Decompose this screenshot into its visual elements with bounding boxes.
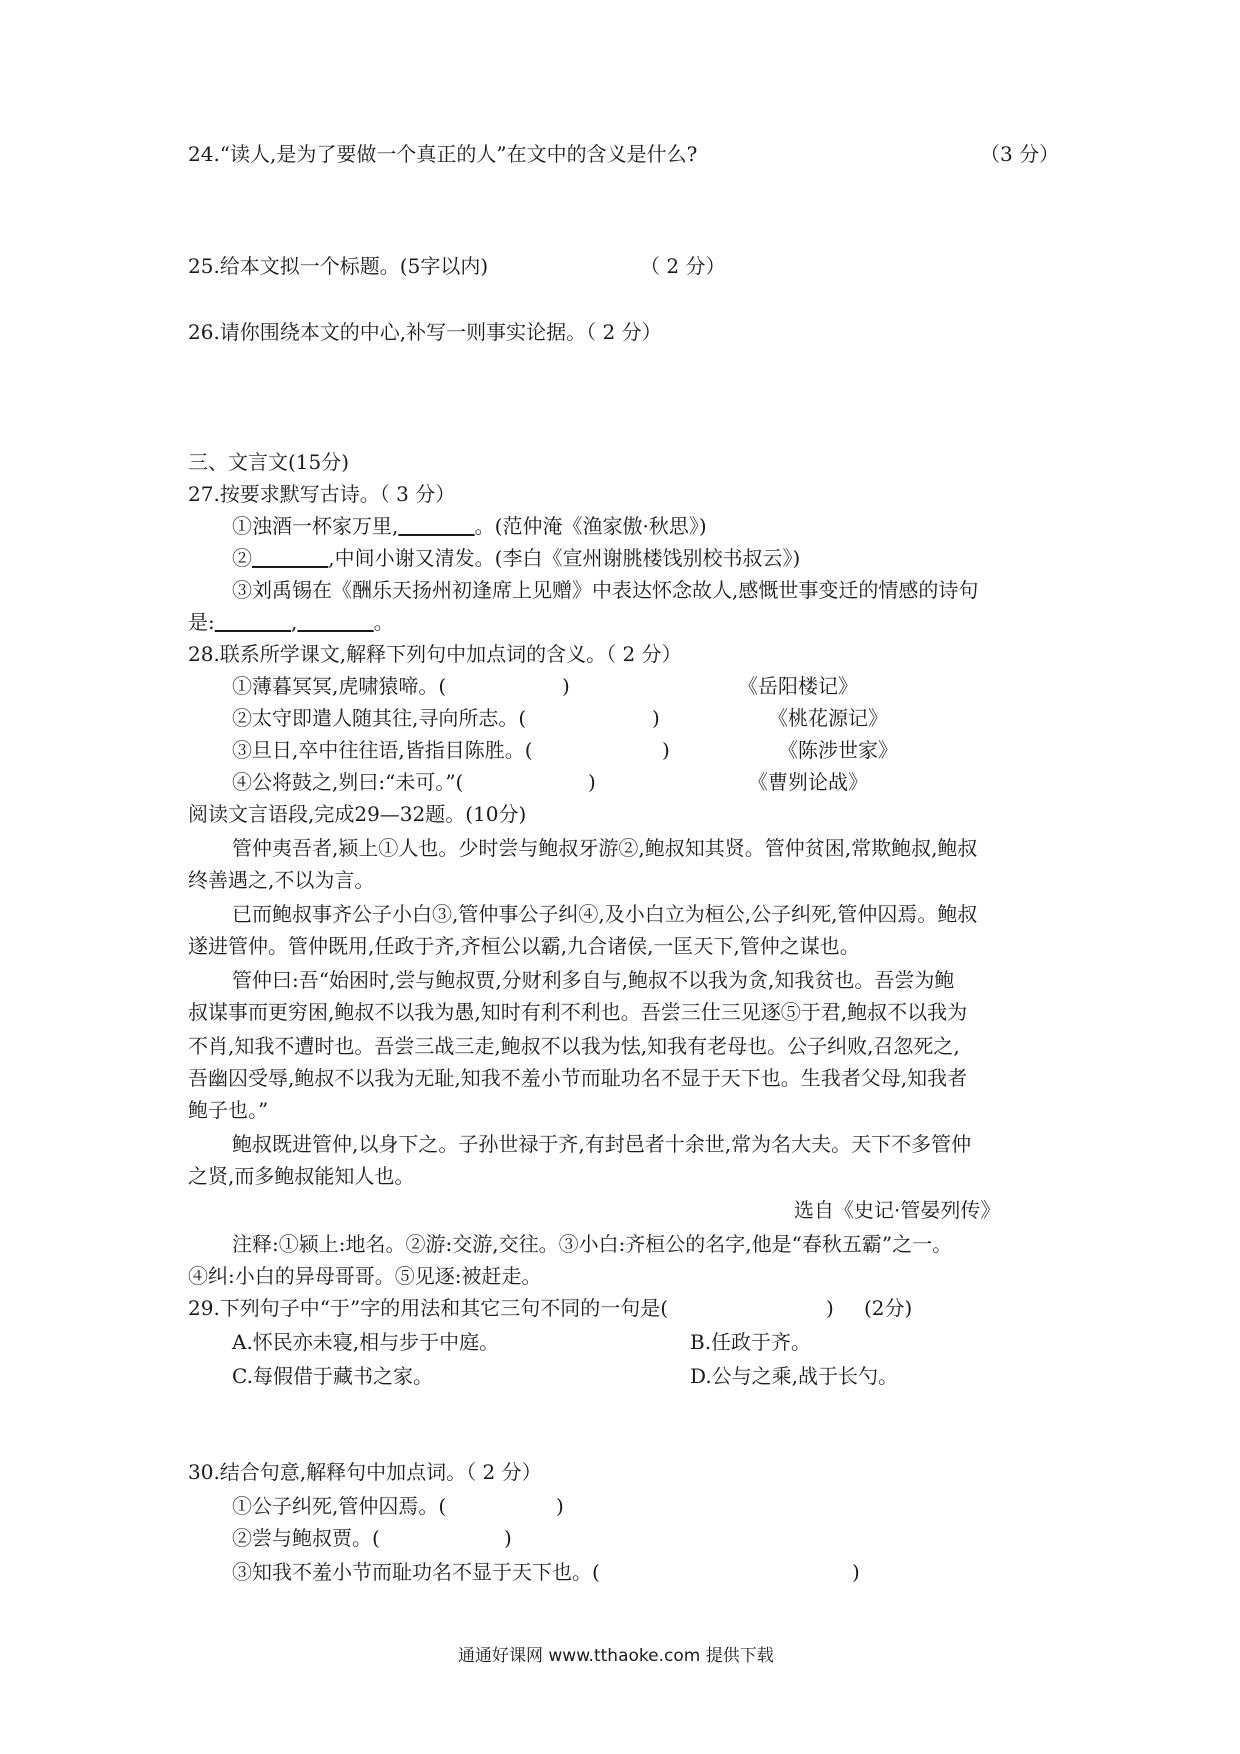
question-28-item-4-source: 《曹刿论战》: [748, 770, 868, 794]
question-28-item-3-end: ): [662, 738, 670, 762]
period: 。: [373, 610, 394, 634]
passage-line: 管仲曰:吾“始困时,尝与鲍叔贾,分财利多自与,鲍叔不以我为贪,知我贫也。吾尝为鲍: [232, 968, 955, 992]
question-30-item-1-end: ): [556, 1494, 564, 1518]
passage-line: 已而鲍叔事齐公子小白③,管仲事公子纠④,及小白立为桓公,公子纠死,管仲囚焉。鲍叔: [232, 902, 978, 926]
question-26: 26.请你围绕本文的中心,补写一则事实论据。（ 2 分）: [188, 320, 662, 344]
passage-line: 鲍叔既进管仲,以身下之。子孙世禄于齐,有封邑者十余世,常为名大夫。天下不多管仲: [232, 1132, 972, 1156]
comma: ,: [291, 610, 298, 634]
question-28-item-2: ②太守即遣人随其往,寻向所志。(: [232, 706, 527, 730]
footer-credit: 通通好课网 www.tthaoke.com 提供下载: [458, 1646, 774, 1666]
answer-prefix: 是:: [188, 610, 215, 634]
question-27-title: 27.按要求默写古诗。（ 3 分）: [188, 482, 456, 506]
question-24-score: （3 分）: [980, 142, 1060, 166]
option-a: A.怀民亦未寝,相与步于中庭。: [232, 1330, 500, 1354]
question-24-text: 24.“读人,是为了要做一个真正的人”在文中的含义是什么?: [188, 142, 698, 166]
question-28-item-1-source: 《岳阳楼记》: [738, 674, 858, 698]
annotation-line: ④纠:小白的异母哥哥。⑤见逐:被赶走。: [188, 1264, 542, 1288]
reading-intro: 阅读文言语段,完成29—32题。(10分): [188, 802, 527, 826]
question-30-item-2-end: ): [504, 1526, 512, 1550]
section-title: 三、文言文(15分): [188, 450, 350, 474]
passage-line: 终善遇之,不以为言。: [188, 868, 375, 892]
poem-line-text: ①浊酒一杯家万里,: [232, 514, 399, 538]
question-25-score: （ 2 分）: [640, 254, 726, 278]
question-29-score: (2分): [864, 1296, 913, 1320]
blank: [215, 610, 291, 634]
blank: [398, 514, 474, 538]
question-27-line-4: [188, 606, 394, 638]
option-b: B.任政于齐。: [690, 1330, 812, 1354]
passage-line: 叔谋事而更穷困,鲍叔不以我为愚,知时有利不利也。吾尝三仕三见逐⑤于君,鲍叔不以我为: [188, 1000, 968, 1024]
poem-source: 。(范仲淹《渔家傲·秋思》): [474, 514, 707, 538]
question-29-title: 29.下列句子中“于”字的用法和其它三句不同的一句是(: [188, 1296, 669, 1320]
question-28-item-2-source: 《桃花源记》: [768, 706, 888, 730]
passage-line: 吾幽囚受辱,鲍叔不以我为无耻,知我不羞小节而耻功名不显于天下也。生我者父母,知我者: [188, 1066, 968, 1090]
question-28-item-3: ③旦日,卒中往往语,皆指目陈胜。(: [232, 738, 533, 762]
passage-line: 管仲夷吾者,颍上①人也。少时尝与鲍叔牙游②,鲍叔知其贤。管仲贫困,常欺鲍叔,鲍叔: [232, 836, 978, 860]
passage-line: 之贤,而多鲍叔能知人也。: [188, 1164, 415, 1188]
passage-line: 不肖,知我不遭时也。吾尝三战三走,鲍叔不以我为怯,知我有老母也。公子纠败,召忽死之,: [188, 1034, 960, 1058]
question-28-item-4-end: ): [588, 770, 596, 794]
question-27-line-3: ③刘禹锡在《酬乐天扬州初逢席上见赠》中表达怀念故人,感慨世事变迁的情感的诗句: [232, 578, 979, 602]
question-30-item-3-end: ): [852, 1560, 860, 1584]
option-c: C.每假借于藏书之家。: [232, 1364, 433, 1388]
question-28-item-1-end: ): [562, 674, 570, 698]
question-25: 25.给本文拟一个标题。(5字以内): [188, 254, 489, 278]
passage-line: 鲍子也。”: [188, 1098, 269, 1122]
option-d: D.公与之乘,战于长勺。: [690, 1364, 899, 1388]
question-27-line-1: [232, 510, 707, 542]
annotation-line: 注释:①颍上:地名。②游:交游,交往。③小白:齐桓公的名字,他是“春秋五霸”之一。: [232, 1232, 953, 1256]
passage-line: 遂进管仲。管仲既用,任政于齐,齐桓公以霸,九合诸侯,一匡天下,管仲之谋也。: [188, 934, 860, 958]
question-29-title-end: ): [826, 1296, 834, 1320]
question-28-item-1: ①薄暮冥冥,虎啸猿啼。(: [232, 674, 447, 698]
blank: [297, 610, 373, 634]
question-28-title: 28.联系所学课文,解释下列句中加点词的含义。（ 2 分）: [188, 642, 682, 666]
question-30-item-2: ②尝与鲍叔贾。(: [232, 1526, 380, 1550]
question-28-item-4: ④公将鼓之,刿曰:“未可。”(: [232, 770, 464, 794]
question-30-item-1: ①公子纠死,管仲囚焉。(: [232, 1494, 447, 1518]
question-30-title: 30.结合句意,解释句中加点词。（ 2 分）: [188, 1460, 542, 1484]
item-number: ②: [232, 546, 252, 570]
blank: [252, 546, 328, 570]
question-27-line-2: [232, 542, 800, 574]
question-28-item-3-source: 《陈涉世家》: [778, 738, 898, 762]
question-30-item-3: ③知我不羞小节而耻功名不显于天下也。(: [232, 1560, 600, 1584]
question-24: [188, 138, 697, 170]
question-28-item-2-end: ): [652, 706, 660, 730]
poem-line-text: ,中间小谢又清发。(李白《宣州谢朓楼饯别校书叔云》): [328, 546, 801, 570]
passage-source: 选自《史记·管晏列传》: [794, 1198, 1001, 1222]
